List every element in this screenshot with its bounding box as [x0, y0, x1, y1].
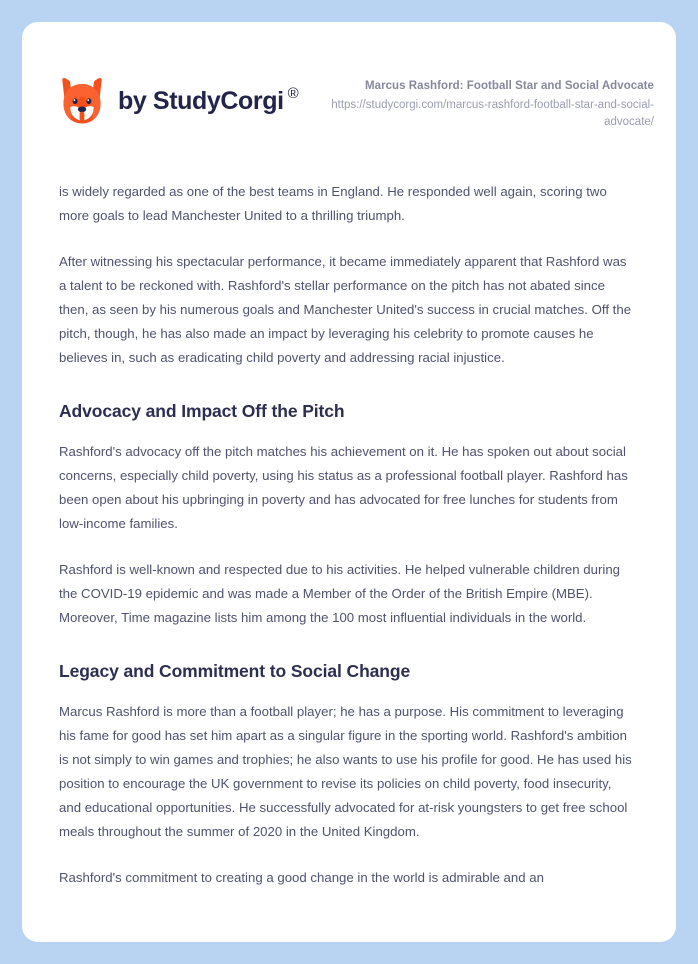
body-paragraph: is widely regarded as one of the best teams in England. He responded well again, scoring two more goals to lead Manchester United to a thrilling triumph. [59, 184, 607, 224]
body-paragraph: Rashford is well-known and respected due to his activities. He helped vulnerable children during the COVID-19 epidemic and was made a Member of the Order of the British Empire (MBE). Moreover, Time magazine lists him among the 100 most influential individuals in the world. [59, 561, 621, 625]
studycorgi-wordmark [118, 84, 299, 115]
document-page-card [22, 22, 676, 942]
content-block [59, 660, 636, 683]
brand-name-text: by StudyCorgi [118, 86, 284, 115]
content-block [59, 180, 636, 228]
content-block [59, 250, 636, 370]
body-paragraph: Rashford's commitment to creating a good change in the world is admirable and an [59, 869, 544, 885]
content-block [59, 400, 636, 423]
corgi-face-icon [59, 76, 105, 126]
document-source-meta [324, 74, 654, 131]
content-block [59, 440, 636, 536]
studycorgi-branding [59, 74, 299, 126]
page-title: Marcus Rashford: Football Star and Social Advocate [365, 80, 654, 92]
document-header [22, 22, 676, 131]
section-heading: Advocacy and Impact Off the Pitch [59, 401, 345, 422]
body-paragraph: After witnessing his spectacular performance, it became immediately apparent that Rashford was a talent to be reckoned with. Rashford's stellar performance on the pitch has not abated since then, as seen by his numerous goals and Manchester United's success in crucial matches. Off the pitch, though, he has also made an impact by leveraging his celebrity to promote causes he believes in, such as eradicating child poverty and addressing racial injustice. [59, 254, 632, 366]
body-paragraph: Marcus Rashford is more than a football player; he has a purpose. His commitment to leveraging his fame for good has set him apart as a singular figure in the sporting world. Rashford's ambition is not simply to win games and trophies; he also wants to use his profile for good. He has used his position to encourage the UK government to revise its policies on child poverty, food insecurity, and educational opportunities. He successfully advocated for at-risk youngsters to get free school meals throughout the summer of 2020 in the United Kingdom. [59, 703, 632, 839]
document-body [22, 180, 676, 890]
content-block [59, 700, 636, 844]
source-url[interactable]: https://studycorgi.com/marcus-rashford-football-star-and-social-advocate/ [331, 98, 654, 128]
content-block [59, 866, 636, 890]
section-heading: Legacy and Commitment to Social Change [59, 660, 411, 681]
registered-trademark-icon: ® [287, 84, 299, 102]
body-paragraph: Rashford's advocacy off the pitch matches his achievement on it. He has spoken out about social concerns, especially child poverty, using his status as a professional football player. Rashford has been open about his upbringing in poverty and has advocated for free lunches for students from low-income families. [59, 443, 628, 531]
content-block [59, 558, 636, 630]
